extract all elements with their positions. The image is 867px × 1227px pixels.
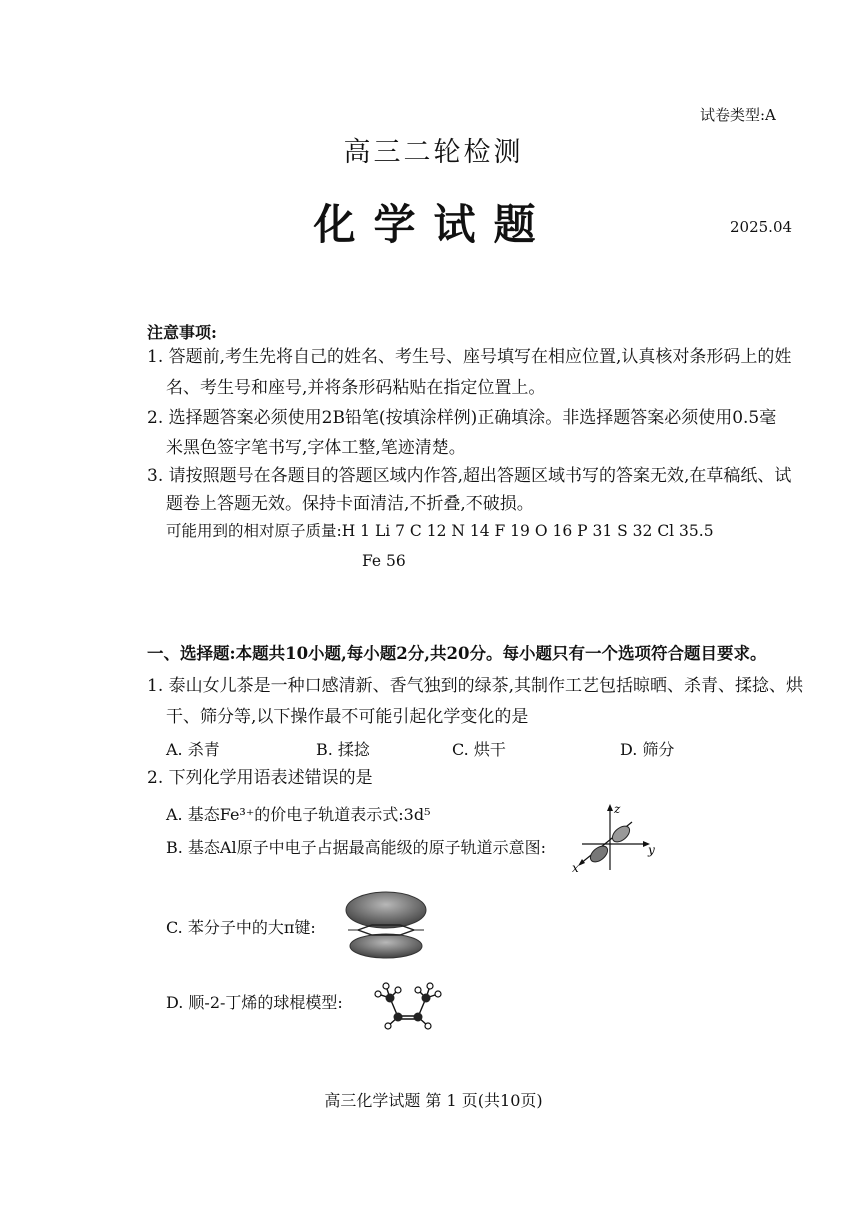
q2-option-c: C. 苯分子中的大π键: (166, 918, 316, 937)
q1-option-c: C. 烘干 (452, 740, 506, 759)
cis-2-butene-model (366, 982, 450, 1034)
axis-label-y: y (648, 843, 655, 857)
exam-subtitle: 高三二轮检测 (343, 137, 524, 168)
axis-label-z: z (614, 802, 621, 816)
benzene-pi-bond-image (338, 888, 434, 960)
page-footer: 高三化学试题 第 1 页(共10页) (324, 1091, 543, 1110)
notice-item-3-line2: 题卷上答题无效。保持卡面清洁,不折叠,不破损。 (166, 494, 534, 514)
atomic-mass-line2: Fe 56 (362, 552, 406, 570)
exam-title: 化学试题 (313, 200, 554, 249)
notice-item-2-line2: 米黑色签字笔书写,字体工整,笔迹清楚。 (166, 438, 466, 458)
atomic-mass-line1: 可能用到的相对原子质量:H 1 Li 7 C 12 N 14 F 19 O 16 P 31 S 32 Cl 35.5 (166, 522, 714, 540)
q1-stem-line1: 1. 泰山女儿茶是一种口感清新、香气独到的绿茶,其制作工艺包括晾晒、杀青、揉捻、烘 (147, 676, 804, 696)
q1-option-b: B. 揉捻 (316, 740, 370, 759)
p-orbital-diagram (568, 800, 664, 876)
q1-stem-line2: 干、筛分等,以下操作最不可能引起化学变化的是 (166, 707, 529, 727)
notice-item-3-line1: 3. 请按照题号在各题目的答题区域内作答,超出答题区域书写的答案无效,在草稿纸、试 (147, 466, 792, 486)
notice-item-1-line1: 1. 答题前,考生先将自己的姓名、考生号、座号填写在相应位置,认真核对条形码上的姓 (147, 347, 792, 367)
q1-option-a: A. 杀青 (166, 740, 220, 759)
q2-option-d: D. 顺-2-丁烯的球棍模型: (166, 993, 343, 1012)
notice-heading: 注意事项: (147, 323, 217, 342)
q2-stem: 2. 下列化学用语表述错误的是 (147, 768, 373, 788)
paper-type-label: 试卷类型:A (700, 106, 776, 124)
notice-item-1-line2: 名、考生号和座号,并将条形码粘贴在指定位置上。 (166, 378, 546, 398)
q2-option-b: B. 基态Al原子中电子占据最高能级的原子轨道示意图: (166, 838, 546, 857)
notice-item-2-line1: 2. 选择题答案必须使用2B铅笔(按填涂样例)正确填涂。非选择题答案必须使用0.5毫 (147, 408, 777, 428)
exam-date: 2025.04 (730, 218, 793, 236)
q1-option-d: D. 筛分 (620, 740, 675, 759)
axis-label-x: x (572, 861, 579, 875)
section-1-heading: 一、选择题:本题共10小题,每小题2分,共20分。每小题只有一个选项符合题目要求。 (147, 644, 767, 663)
q2-option-a: A. 基态Fe³⁺的价电子轨道表示式:3d⁵ (166, 805, 431, 824)
